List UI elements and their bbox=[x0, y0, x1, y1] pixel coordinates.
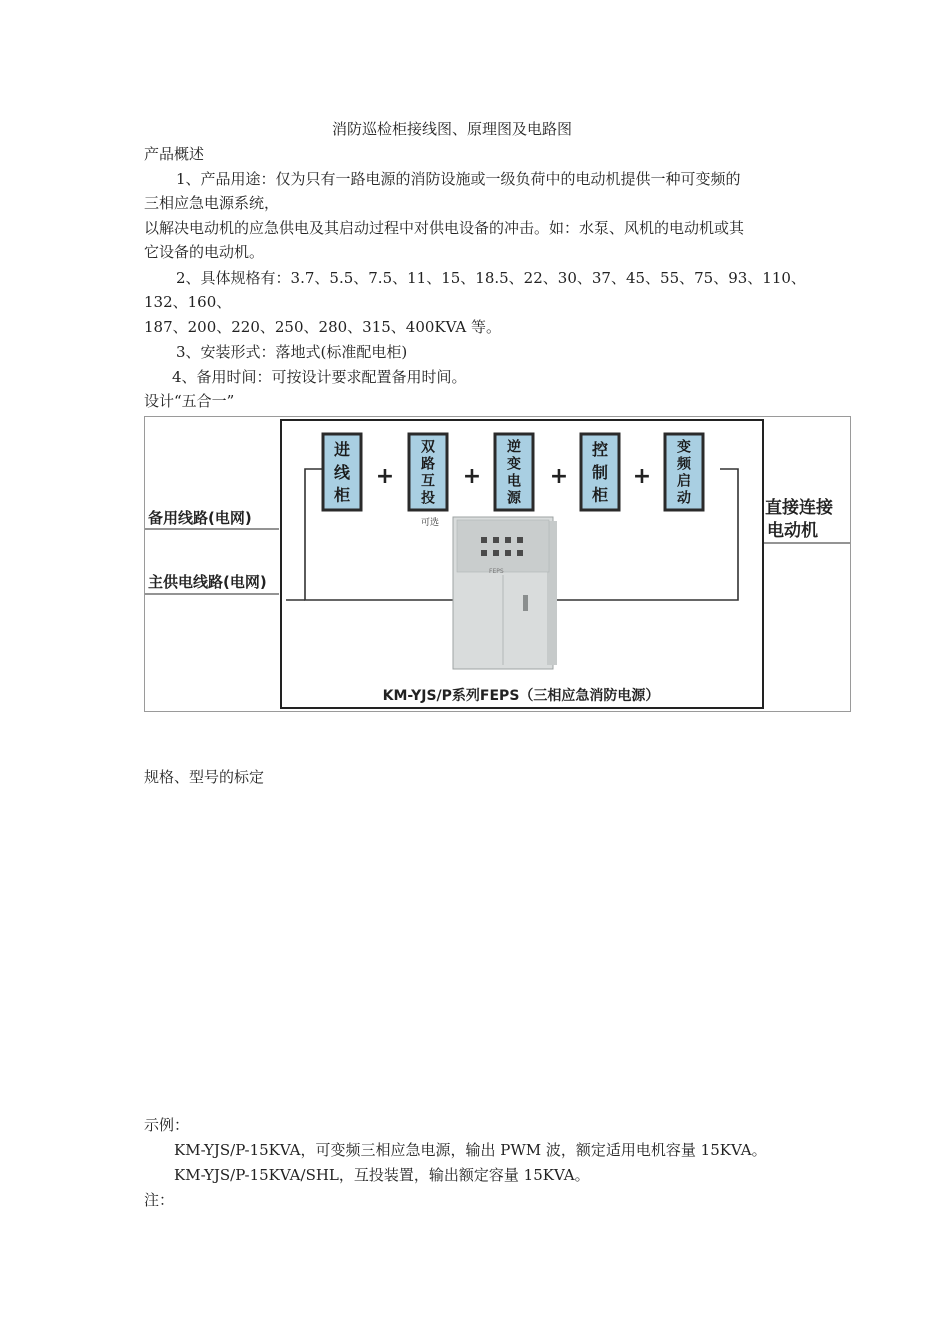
module-char: 源 bbox=[507, 490, 521, 507]
plus-sign: + bbox=[632, 464, 652, 489]
module-box bbox=[409, 434, 447, 510]
diagram-caption: KM-YJS/P系列FEPS（三相应急消防电源） bbox=[382, 688, 660, 704]
plus-sign: + bbox=[462, 464, 482, 489]
module-box bbox=[495, 434, 533, 510]
module-char: 进 bbox=[333, 440, 351, 460]
module-char: 柜 bbox=[591, 485, 609, 505]
module-char: 逆 bbox=[507, 439, 521, 456]
eps-cabinet-image bbox=[453, 517, 557, 669]
example-heading: 示例： bbox=[144, 1116, 190, 1134]
module-char: 互 bbox=[421, 473, 435, 490]
design-heading: 设计“五合一” bbox=[144, 392, 235, 410]
module-char: 线 bbox=[333, 462, 351, 482]
paragraph-backup-time: 4、备用时间：可按设计要求配置备用时间。 bbox=[172, 368, 467, 386]
module-char: 路 bbox=[421, 456, 435, 473]
module-char: 变 bbox=[507, 456, 521, 473]
module-char: 控 bbox=[591, 440, 609, 460]
cabinet-label: FEPS bbox=[489, 568, 504, 575]
module-char: 启 bbox=[677, 473, 691, 490]
module-char: 柜 bbox=[333, 485, 351, 505]
output-label-line1: 直接连接 bbox=[765, 498, 833, 518]
module-char: 投 bbox=[421, 490, 435, 507]
module-box bbox=[581, 434, 619, 510]
paragraph-install: 3、安装形式：落地式(标准配电柜) bbox=[176, 343, 408, 361]
module-char: 双 bbox=[421, 439, 435, 456]
paragraph-specs: 2、具体规格有：3.7、5.5、7.5、11、15、18.5、22、30、37、45、55、75、93、110、 bbox=[176, 269, 806, 287]
paragraph-specs-cont2: 187、200、220、250、280、315、400KVA 等。 bbox=[144, 318, 502, 336]
note-heading: 注： bbox=[144, 1191, 175, 1209]
paragraph-specs-cont1: 132、160、 bbox=[144, 293, 232, 311]
example-line-2: KM-YJS/P-15KVA/SHL，互投装置，输出额定容量 15KVA。 bbox=[174, 1166, 590, 1184]
plus-sign: + bbox=[375, 464, 395, 489]
paragraph-usage-cont2: 以解决电动机的应急供电及其启动过程中对供电设备的冲击。如：水泵、风机的电动机或其 bbox=[144, 219, 745, 237]
paragraph-usage-cont3: 它设备的电动机。 bbox=[144, 243, 265, 261]
section-overview: 产品概述 bbox=[144, 145, 205, 163]
document-title: 消防巡检柜接线图、原理图及电路图 bbox=[331, 120, 572, 138]
module-char: 电 bbox=[507, 473, 521, 490]
module-box bbox=[323, 434, 361, 510]
example-line-1: KM-YJS/P-15KVA，可变频三相应急电源，输出 PWM 波，额定适用电机容量 15KVA。 bbox=[174, 1141, 767, 1159]
paragraph-usage-cont1: 三相应急电源系统， bbox=[144, 194, 280, 212]
module-box bbox=[665, 434, 703, 510]
backup-line-label: 备用线路(电网) bbox=[148, 509, 252, 527]
module-char: 制 bbox=[591, 462, 609, 482]
spec-heading: 规格、型号的标定 bbox=[144, 768, 265, 786]
five-in-one-diagram bbox=[144, 416, 851, 712]
module-char: 动 bbox=[677, 490, 691, 507]
paragraph-usage: 1、产品用途：仅为只有一路电源的消防设施或一级负荷中的电动机提供一种可变频的 bbox=[176, 170, 741, 188]
module-char: 变 bbox=[677, 439, 691, 456]
module-char: 频 bbox=[677, 456, 691, 473]
main-line-label: 主供电线路(电网) bbox=[148, 573, 267, 591]
optional-label: 可选 bbox=[420, 518, 440, 528]
output-label-line2: 电动机 bbox=[767, 521, 818, 541]
plus-sign: + bbox=[549, 464, 569, 489]
